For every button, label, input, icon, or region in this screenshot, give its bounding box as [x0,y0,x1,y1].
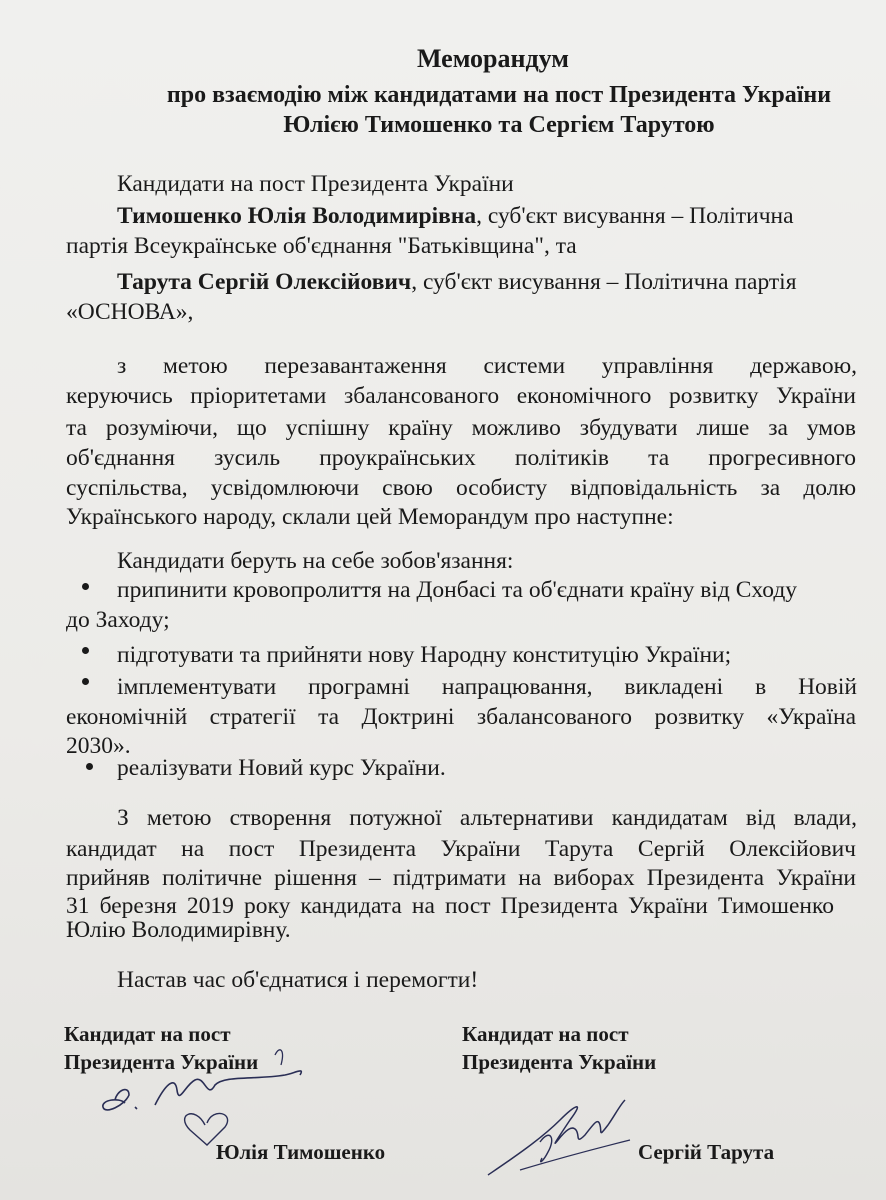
tymoshenko-signature [95,1045,325,1155]
taruta-signature [480,1080,640,1190]
left-signatory-name: Юлія Тимошенко [216,1140,386,1164]
bullet-icon [86,763,93,770]
decision-line: прийняв політичне рішення – підтримати на виборах Президента України [66,865,856,891]
bullet-icon [82,678,89,685]
bullet-icon [82,583,89,590]
bullet-item: 2030». [66,733,131,759]
right-signatory-title-line-2: Президента України [462,1050,657,1074]
taruta-nomination: , суб'єкт висування – Політична партія [411,269,797,295]
decision-line: З метою створення потужної альтернативи кандидатам від влади, [117,805,857,831]
purpose-line: та розуміючи, що успішну країну можливо збудувати лише за умов [66,415,856,441]
bullet-item: реалізувати Новий курс України. [117,755,446,781]
intro-candidates: Кандидати на пост Президента України [117,171,514,197]
bullet-icon [82,647,89,654]
bullet-item: до Заходу; [66,607,170,633]
closing-statement: Настав час об'єднатися і перемогти! [117,967,479,993]
taruta-name: Тарута Сергій Олексійович [117,269,412,295]
intro-taruta-line [117,268,797,296]
decision-line: 31 березня 2019 року кандидата на пост Президента України Тимошенко [66,893,834,919]
document-subtitle-line-2: Юлією Тимошенко та Сергієм Тарутою [283,112,715,138]
bullet-item: підготувати та прийняти нову Народну конституцію України; [117,642,732,668]
tymoshenko-name: Тимошенко Юлія Володимирівна [117,203,477,229]
tymoshenko-party: партія Всеукраїнське об'єднання "Батьківщина", та [66,233,577,259]
purpose-line: керуючись пріоритетами збалансованого економічного розвитку України [66,383,856,409]
right-signatory-name: Сергій Тарута [638,1140,775,1164]
purpose-line: об'єднання зусиль проукраїнських політиків та прогресивного [66,445,856,471]
left-signatory-title-line-1: Кандидат на пост [64,1022,231,1046]
purpose-line: з метою перезавантаження системи управління державою, [117,353,857,379]
decision-line: Юлію Володимирівну. [66,917,291,943]
purpose-line: суспільства, усвідомлюючи свою особисту відповідальність за долю [66,475,856,501]
document-subtitle-line-1: про взаємодію між кандидатами на пост Президента України [166,82,832,108]
bullet-item: економічній стратегії та Доктрині збалансованого розвитку «Україна [66,704,856,730]
bullet-item: імплементувати програмні напрацювання, викладені в Новій [117,674,857,700]
right-signatory-title-line-1: Кандидат на пост [462,1022,629,1046]
decision-line: кандидат на пост Президента України Тарута Сергій Олексійович [66,836,856,862]
bullet-item: припинити кровопролиття на Донбасі та об'єднати країну від Сходу [117,577,798,603]
left-signatory-title-line-2: Президента України [64,1050,259,1074]
purpose-line: Українського народу, склали цей Меморандум про наступне: [66,504,674,530]
obligations-intro: Кандидати беруть на себе зобов'язання: [117,548,514,574]
document-title: Меморандум [416,44,570,73]
taruta-party: «ОСНОВА», [66,299,194,325]
tymoshenko-nomination: , суб'єкт висування – Політична [476,203,794,229]
intro-tymoshenko-line [117,202,794,230]
